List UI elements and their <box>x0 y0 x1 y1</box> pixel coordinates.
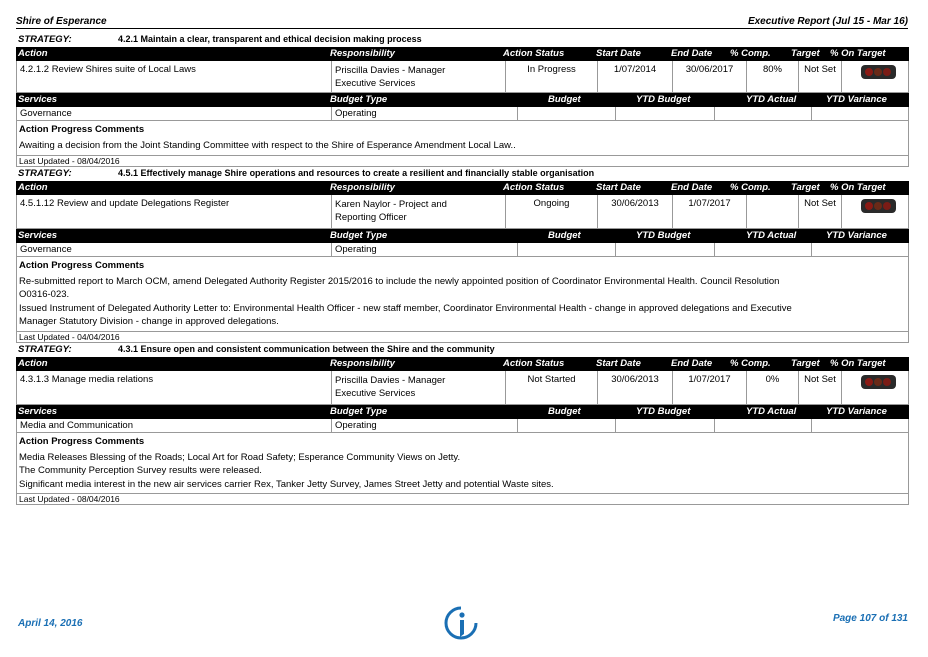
on-target-indicator <box>841 371 910 404</box>
percent-complete <box>746 195 798 228</box>
red-light-icon <box>865 378 873 386</box>
start-date-value: 1/07/2014 <box>613 64 657 75</box>
end-date <box>672 195 746 228</box>
services-cell-ytd-variance <box>811 107 910 120</box>
comments-title: Action Progress Comments <box>19 124 145 135</box>
services-header-4: YTD Actual <box>746 405 797 417</box>
service-value: Governance <box>20 108 72 119</box>
column-header-2: Action Status <box>503 181 565 193</box>
amber-light-icon <box>874 202 882 210</box>
action-row <box>16 61 909 93</box>
header-organisation: Shire of Esperance <box>16 16 107 27</box>
comment-line: Manager Statutory Division - change in approved delegations. <box>19 316 279 327</box>
service-value: Governance <box>20 243 72 255</box>
services-header-5: YTD Variance <box>826 94 887 105</box>
info-logo-icon <box>441 606 481 640</box>
services-cell-ytd-actual <box>714 107 811 120</box>
column-header-1: Responsibility <box>330 181 395 193</box>
column-header-3: Start Date <box>596 181 641 193</box>
on-target-indicator <box>841 61 910 92</box>
strategy-line <box>16 343 909 357</box>
end-date-value: 1/07/2017 <box>688 197 731 209</box>
services-cell-service <box>17 419 331 432</box>
column-header-2: Action Status <box>503 48 565 59</box>
services-cell-ytd-budget <box>615 107 714 120</box>
column-header-1: Responsibility <box>330 48 395 59</box>
comment-line: Media Releases Blessing of the Roads; Local Art for Road Safety; Esperance Community Views on Jetty. <box>19 451 461 463</box>
action-status <box>505 195 597 228</box>
services-cell-budget <box>517 243 615 256</box>
services-cell-budget <box>517 107 615 120</box>
comment-line: Re-submitted report to March OCM, amend Delegated Authority Register 2015/2016 to include the newly appointed position of Coordinator Environmental Health. Council Resolution <box>19 275 780 287</box>
column-header-7: % On Target <box>830 357 886 369</box>
services-header-1: Budget Type <box>330 94 388 105</box>
column-header-6: Target <box>791 357 820 369</box>
red-light-icon <box>865 202 873 210</box>
strategy-label: STRATEGY: <box>18 343 72 355</box>
services-cell-budget-type <box>331 419 517 432</box>
action-header-bar <box>16 47 909 61</box>
services-header-bar <box>16 405 909 419</box>
services-cell-service <box>17 107 331 120</box>
services-cell-ytd-variance <box>811 243 910 256</box>
responsibility-line: Karen Naylor - Project and <box>335 198 447 210</box>
report-body <box>16 33 909 505</box>
comment-line: Significant media interest in the new air services carrier Rex, Tanker Jetty Survey, James Street Jetty and potential Waste sites. <box>19 478 554 490</box>
services-header-3: YTD Budget <box>636 229 691 241</box>
action-status-value: In Progress <box>527 64 576 75</box>
services-header-bar <box>16 229 909 243</box>
percent-complete-value: 0% <box>765 373 780 385</box>
services-row <box>16 419 909 433</box>
services-header-2: Budget <box>548 94 581 105</box>
services-header-1: Budget Type <box>330 405 388 417</box>
services-cell-service <box>17 243 331 256</box>
action-name-value: 4.5.1.12 Review and update Delegations Register <box>20 197 230 209</box>
services-header-2: Budget <box>548 229 581 241</box>
strategy-label: STRATEGY: <box>18 167 72 179</box>
services-header-1: Budget Type <box>330 229 388 241</box>
strategy-title: 4.5.1 Effectively manage Shire operations and resources to create a resilient and financially stable organisation <box>118 167 595 178</box>
end-date <box>672 61 746 92</box>
services-header-4: YTD Actual <box>746 94 797 105</box>
end-date-value: 1/07/2017 <box>688 373 731 385</box>
responsibility-line: Priscilla Davies - Manager <box>335 65 446 76</box>
action-name <box>17 61 331 92</box>
services-cell-ytd-actual <box>714 243 811 256</box>
comments-title: Action Progress Comments <box>19 259 145 271</box>
strategy-label: STRATEGY: <box>18 34 72 45</box>
services-row <box>16 243 909 257</box>
action-progress-comments <box>16 433 909 495</box>
footer-page: Page 107 of 131 <box>832 613 908 624</box>
last-updated: Last Updated - 08/04/2016 <box>16 494 909 505</box>
start-date <box>597 61 672 92</box>
start-date <box>597 195 672 228</box>
header-rule <box>16 28 908 29</box>
header-report-title: Executive Report (Jul 15 - Mar 16) <box>747 16 908 27</box>
column-header-5: % Comp. <box>730 48 771 59</box>
services-cell-ytd-budget <box>615 243 714 256</box>
budget-type-value: Operating <box>335 419 377 431</box>
column-header-3: Start Date <box>596 357 641 369</box>
column-header-6: Target <box>791 181 820 193</box>
budget-type-value: Operating <box>335 108 377 119</box>
responsibility-line: Reporting Officer <box>335 211 407 223</box>
green-light-icon <box>883 68 891 76</box>
green-light-icon <box>883 378 891 386</box>
services-header-2: Budget <box>548 405 581 417</box>
start-date <box>597 371 672 404</box>
services-header-0: Services <box>18 229 58 241</box>
column-header-1: Responsibility <box>330 357 395 369</box>
column-header-0: Action <box>18 357 48 369</box>
end-date-value: 30/06/2017 <box>685 64 734 75</box>
services-header-5: YTD Variance <box>826 229 887 241</box>
comment-line: Awaiting a decision from the Joint Standing Committee with respect to the Shire of Esperance Amendment Local Law.. <box>19 140 516 151</box>
column-header-7: % On Target <box>830 48 886 59</box>
amber-light-icon <box>874 378 882 386</box>
responsibility-line: Executive Services <box>335 78 416 89</box>
percent-complete <box>746 371 798 404</box>
service-value: Media and Communication <box>20 419 134 431</box>
column-header-5: % Comp. <box>730 181 771 193</box>
end-date <box>672 371 746 404</box>
action-header-bar <box>16 181 909 195</box>
budget-type-value: Operating <box>335 243 377 255</box>
action-status <box>505 371 597 404</box>
traffic-light-icon <box>861 65 896 79</box>
column-header-7: % On Target <box>830 181 886 193</box>
action-status-value: Ongoing <box>533 197 570 209</box>
responsibility <box>331 371 505 404</box>
action-name-value: 4.2.1.2 Review Shires suite of Local Laws <box>20 64 196 75</box>
column-header-4: End Date <box>671 357 713 369</box>
red-light-icon <box>865 68 873 76</box>
percent-complete <box>746 61 798 92</box>
responsibility-line: Priscilla Davies - Manager <box>335 374 446 386</box>
strategy-title: 4.3.1 Ensure open and consistent communication between the Shire and the community <box>118 343 495 354</box>
responsibility <box>331 61 505 92</box>
last-updated: Last Updated - 08/04/2016 <box>16 156 909 167</box>
services-header-5: YTD Variance <box>826 405 887 417</box>
comment-line: The Community Perception Survey results were released. <box>19 465 262 476</box>
strategy-title: 4.2.1 Maintain a clear, transparent and ethical decision making process <box>118 34 422 44</box>
traffic-light-icon <box>861 199 896 213</box>
services-cell-ytd-variance <box>811 419 910 432</box>
last-updated: Last Updated - 04/04/2016 <box>16 332 909 343</box>
traffic-light-icon <box>861 375 896 389</box>
services-header-4: YTD Actual <box>746 229 797 241</box>
green-light-icon <box>883 202 891 210</box>
services-header-bar <box>16 93 909 107</box>
services-cell-budget <box>517 419 615 432</box>
strategy-line <box>16 33 909 47</box>
start-date-value: 30/06/2013 <box>611 373 659 385</box>
comment-line: O0316-023. <box>19 289 70 300</box>
column-header-0: Action <box>18 48 48 59</box>
action-name <box>17 195 331 228</box>
column-header-0: Action <box>18 181 48 193</box>
target <box>798 371 841 404</box>
responsibility <box>331 195 505 228</box>
action-header-bar <box>16 357 909 371</box>
column-header-2: Action Status <box>503 357 565 369</box>
action-status <box>505 61 597 92</box>
services-row <box>16 107 909 121</box>
services-header-3: YTD Budget <box>636 94 691 105</box>
target-value: Not Set <box>804 373 836 385</box>
comment-line: Issued Instrument of Delegated Authority Letter to: Environmental Health Officer - new staff member, Coordinator Environmental Health - change in approved delegations and Executive <box>19 302 792 314</box>
action-progress-comments <box>16 257 909 332</box>
target <box>798 195 841 228</box>
services-cell-budget-type <box>331 107 517 120</box>
services-cell-ytd-actual <box>714 419 811 432</box>
action-progress-comments <box>16 121 909 156</box>
start-date-value: 30/06/2013 <box>611 197 659 209</box>
action-name-value: 4.3.1.3 Manage media relations <box>20 373 154 385</box>
action-row <box>16 195 909 229</box>
services-cell-budget-type <box>331 243 517 256</box>
action-row <box>16 371 909 405</box>
footer-date: April 14, 2016 <box>18 618 83 629</box>
target <box>798 61 841 92</box>
target-value: Not Set <box>804 197 836 209</box>
percent-complete-value: 80% <box>762 64 782 75</box>
column-header-6: Target <box>791 48 820 59</box>
action-name <box>17 371 331 404</box>
strategy-line <box>16 167 909 181</box>
services-header-3: YTD Budget <box>636 405 691 417</box>
column-header-5: % Comp. <box>730 357 771 369</box>
services-header-0: Services <box>18 405 58 417</box>
on-target-indicator <box>841 195 910 228</box>
comments-title: Action Progress Comments <box>19 435 145 447</box>
target-value: Not Set <box>804 64 836 75</box>
services-header-0: Services <box>18 94 58 105</box>
amber-light-icon <box>874 68 882 76</box>
column-header-4: End Date <box>671 181 713 193</box>
column-header-3: Start Date <box>596 48 641 59</box>
services-cell-ytd-budget <box>615 419 714 432</box>
action-status-value: Not Started <box>527 373 576 385</box>
column-header-4: End Date <box>671 48 713 59</box>
responsibility-line: Executive Services <box>335 387 416 399</box>
